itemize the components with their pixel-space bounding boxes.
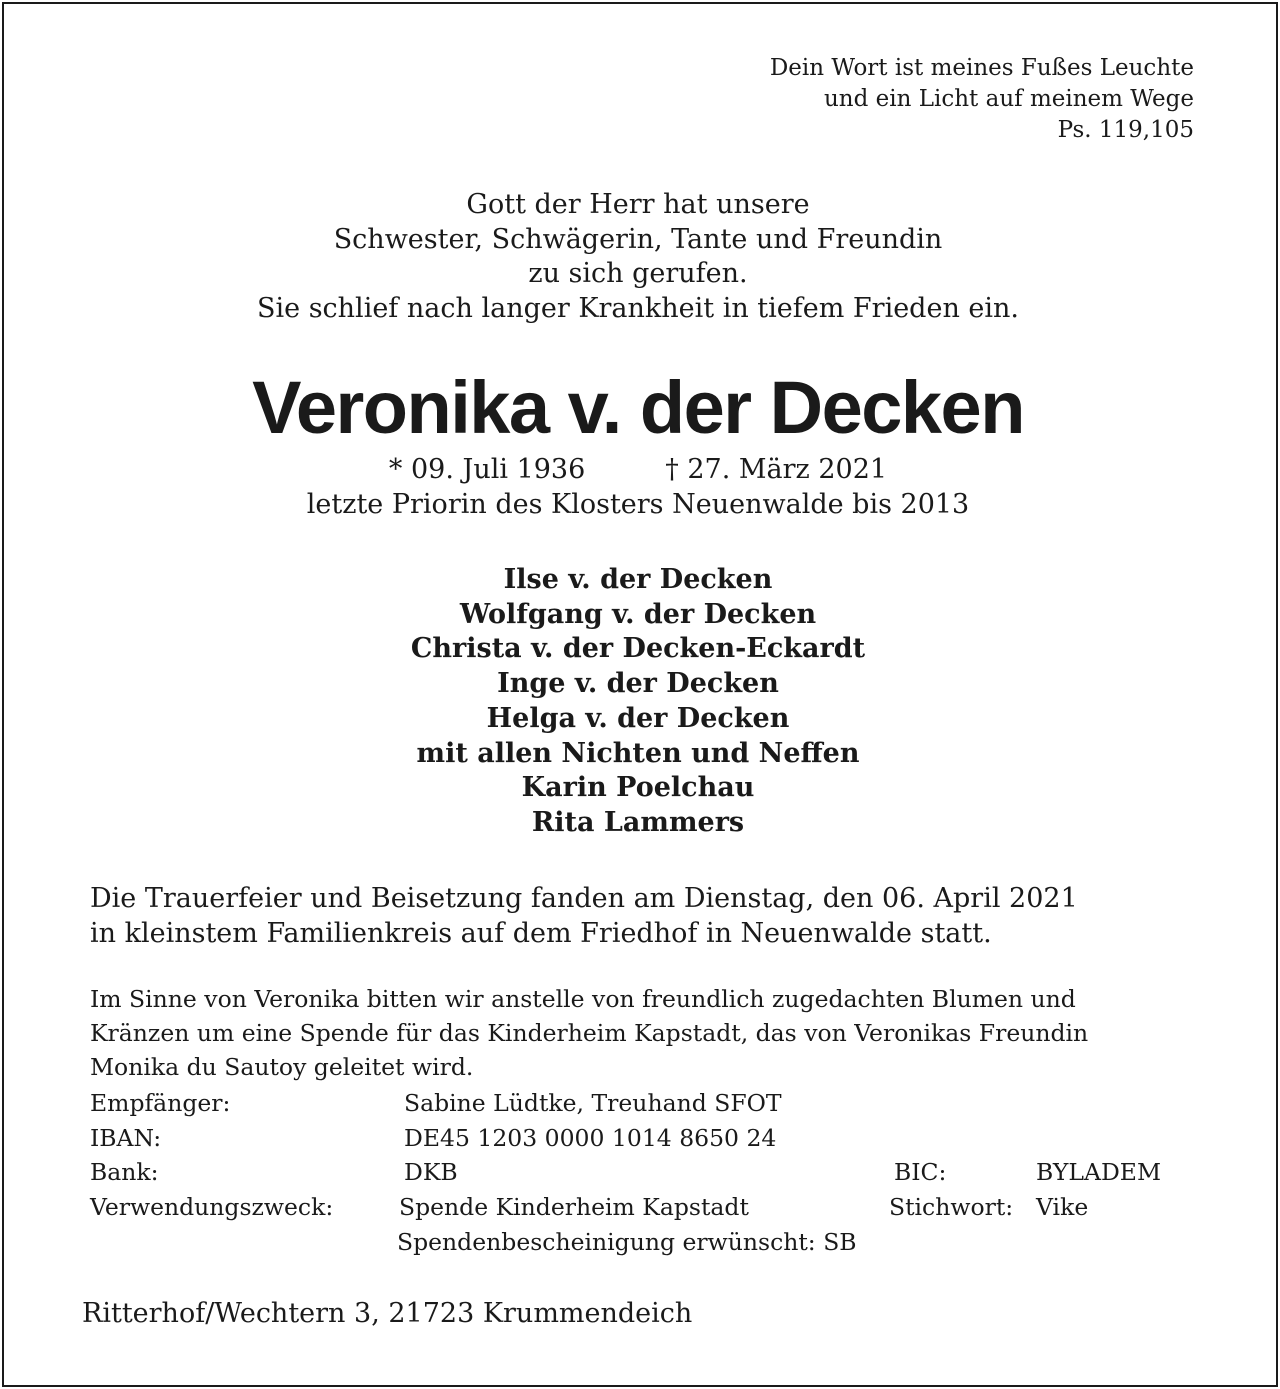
- keyword-label: Stichwort:: [889, 1193, 1014, 1221]
- receipt-note: Spendenbescheinigung erwünscht: SB: [397, 1228, 857, 1256]
- recipient-value: Sabine Lüdtke, Treuhand SFOT: [404, 1089, 782, 1117]
- mourners-list: [0, 563, 1276, 841]
- life-dates: [0, 452, 1276, 487]
- mourner-name: Karin Poelchau: [521, 772, 755, 804]
- deceased-name: Veronika v. der Decken: [252, 366, 1024, 449]
- intro-line: Gott der Herr hat unsere: [466, 189, 810, 220]
- funeral-info: [90, 881, 1078, 951]
- donation-line: Im Sinne von Veronika bitten wir anstelle von freundlich zugedachten Blumen und: [90, 985, 1076, 1013]
- verse-reference: Ps. 119,105: [1057, 117, 1194, 143]
- bank-value: DKB: [404, 1158, 458, 1186]
- bank-label: Bank:: [90, 1158, 159, 1186]
- verse-line: Dein Wort ist meines Fußes Leuchte: [769, 55, 1194, 81]
- family-address: Ritterhof/Wechtern 3, 21723 Krummendeich: [82, 1298, 693, 1329]
- iban-label: IBAN:: [90, 1124, 162, 1152]
- purpose-label: Verwendungszweck:: [90, 1193, 334, 1221]
- donation-request: [90, 982, 1088, 1084]
- mourner-name: Inge v. der Decken: [497, 668, 779, 700]
- deceased-role: letzte Priorin des Klosters Neuenwalde bis 2013: [306, 489, 970, 520]
- psalm-verse: [770, 53, 1194, 146]
- death-date: † 27. März 2021: [665, 454, 888, 485]
- recipient-label: Empfänger:: [90, 1089, 231, 1117]
- funeral-line: Die Trauerfeier und Beisetzung fanden am Dienstag, den 06. April 2021: [90, 883, 1078, 914]
- intro-line: Sie schlief nach langer Krankheit in tiefem Frieden ein.: [257, 292, 1019, 324]
- mourner-name: Rita Lammers: [531, 806, 745, 838]
- verse-line: und ein Licht auf meinem Wege: [823, 86, 1194, 112]
- donation-line: Monika du Sautoy geleitet wird.: [90, 1053, 474, 1081]
- mourner-name: Wolfgang v. der Decken: [459, 598, 817, 630]
- intro-text: [0, 188, 1276, 326]
- bic-label: BIC:: [894, 1158, 947, 1186]
- mourner-name: Christa v. der Decken-Eckardt: [410, 633, 866, 665]
- purpose-value: Spende Kinderheim Kapstadt: [399, 1193, 749, 1221]
- funeral-line: in kleinstem Familienkreis auf dem Friedhof in Neuenwalde statt.: [90, 918, 992, 949]
- birth-date: * 09. Juli 1936: [388, 454, 586, 485]
- mourner-name: Ilse v. der Decken: [503, 564, 773, 595]
- mourner-name: Helga v. der Decken: [486, 702, 790, 734]
- donation-line: Kränzen um eine Spende für das Kinderheim Kapstadt, das von Veronikas Freundin: [90, 1019, 1089, 1047]
- intro-line: Schwester, Schwägerin, Tante und Freundin: [333, 223, 943, 255]
- intro-line: zu sich gerufen.: [528, 258, 748, 289]
- iban-value: DE45 1203 0000 1014 8650 24: [404, 1124, 777, 1152]
- mourner-name: mit allen Nichten und Neffen: [416, 737, 860, 769]
- bic-value: BYLADEM: [1036, 1158, 1162, 1186]
- keyword-value: Vike: [1036, 1193, 1089, 1221]
